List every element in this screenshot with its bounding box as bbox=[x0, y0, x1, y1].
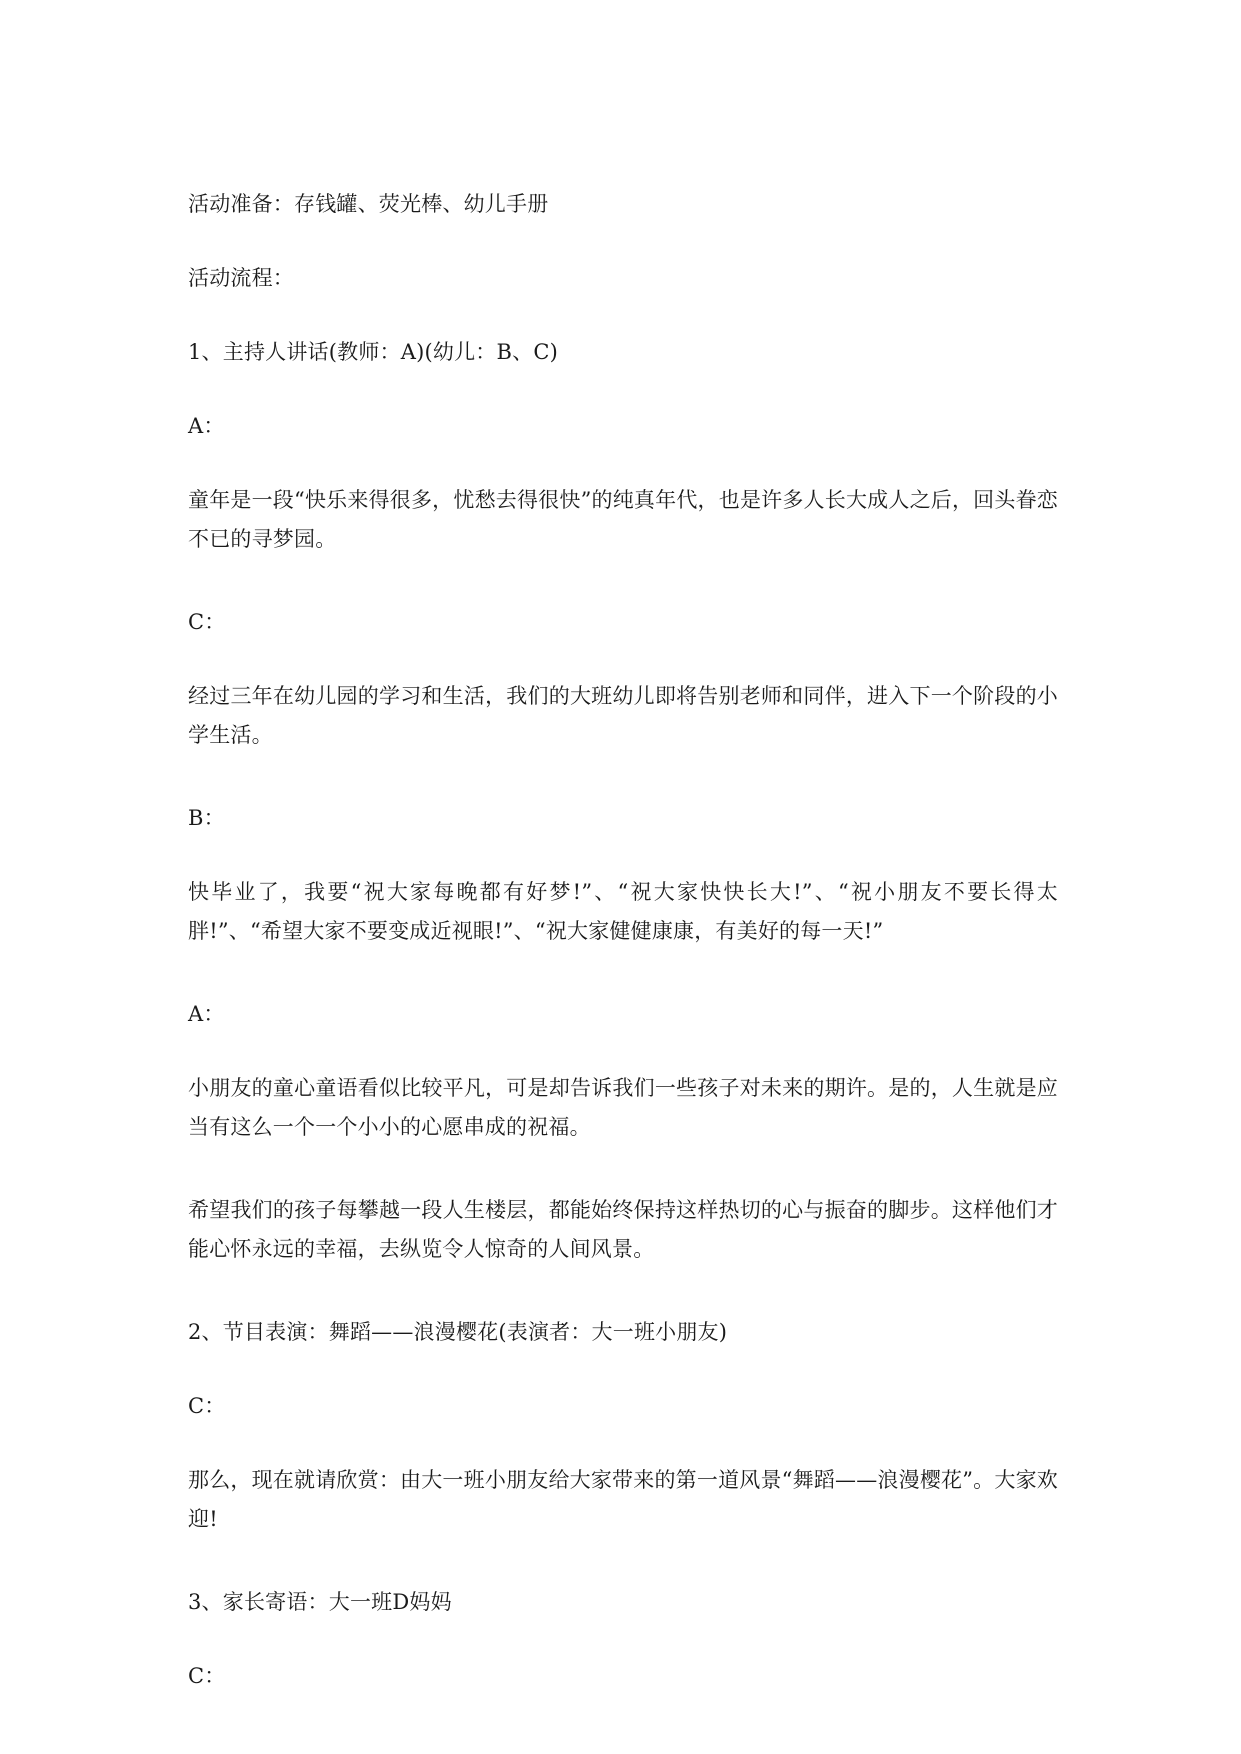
paragraph-speaker-a-2: A： bbox=[188, 1002, 225, 1026]
paragraph-hope: 希望我们的孩子每攀越一段人生楼层，都能始终保持这样热切的心与振奋的脚步。这样他们才能心怀永远的幸福，去纵览令人惊奇的人间风景。 bbox=[188, 1198, 1058, 1261]
paragraph-childlike-words: 小朋友的童心童语看似比较平凡，可是却告诉我们一些孩子对未来的期许。是的，人生就是应当有这么一个一个小小的心愿串成的祝福。 bbox=[188, 1076, 1058, 1139]
paragraph-childhood: 童年是一段“快乐来得很多，忧愁去得很快”的纯真年代，也是许多人长大成人之后，回头眷恋不已的寻梦园。 bbox=[188, 488, 1058, 551]
paragraph-three-years: 经过三年在幼儿园的学习和生活，我们的大班幼儿即将告别老师和同伴，进入下一个阶段的小学生活。 bbox=[188, 684, 1058, 747]
document-body bbox=[188, 185, 1058, 1731]
paragraph-graduation-wishes: 快毕业了，我要“祝大家每晚都有好梦!”、“祝大家快快长大!”、“祝小朋友不要长得太胖!”、“希望大家不要变成近视眼!”、“祝大家健健康康，有美好的每一天!” bbox=[188, 880, 1058, 943]
paragraph-speaker-c-2: C： bbox=[188, 1394, 226, 1418]
paragraph-activity-process: 活动流程： bbox=[188, 266, 294, 290]
paragraph-parent-message-heading: 3、家长寄语：大一班D妈妈 bbox=[188, 1590, 452, 1614]
paragraph-host-speech-heading: 1、主持人讲话(教师：A)(幼儿：B、C) bbox=[188, 340, 558, 364]
paragraph-speaker-c: C： bbox=[188, 610, 226, 634]
paragraph-speaker-a: A： bbox=[188, 414, 225, 438]
paragraph-enjoy-performance: 那么，现在就请欣赏：由大一班小朋友给大家带来的第一道风景“舞蹈——浪漫樱花”。大家欢迎! bbox=[188, 1468, 1058, 1531]
paragraph-speaker-b: B： bbox=[188, 806, 225, 830]
paragraph-activity-preparation: 活动准备：存钱罐、荧光棒、幼儿手册 bbox=[188, 192, 549, 216]
paragraph-speaker-c-3: C： bbox=[188, 1664, 226, 1688]
paragraph-performance-heading: 2、节目表演：舞蹈——浪漫樱花(表演者：大一班小朋友) bbox=[188, 1320, 728, 1344]
